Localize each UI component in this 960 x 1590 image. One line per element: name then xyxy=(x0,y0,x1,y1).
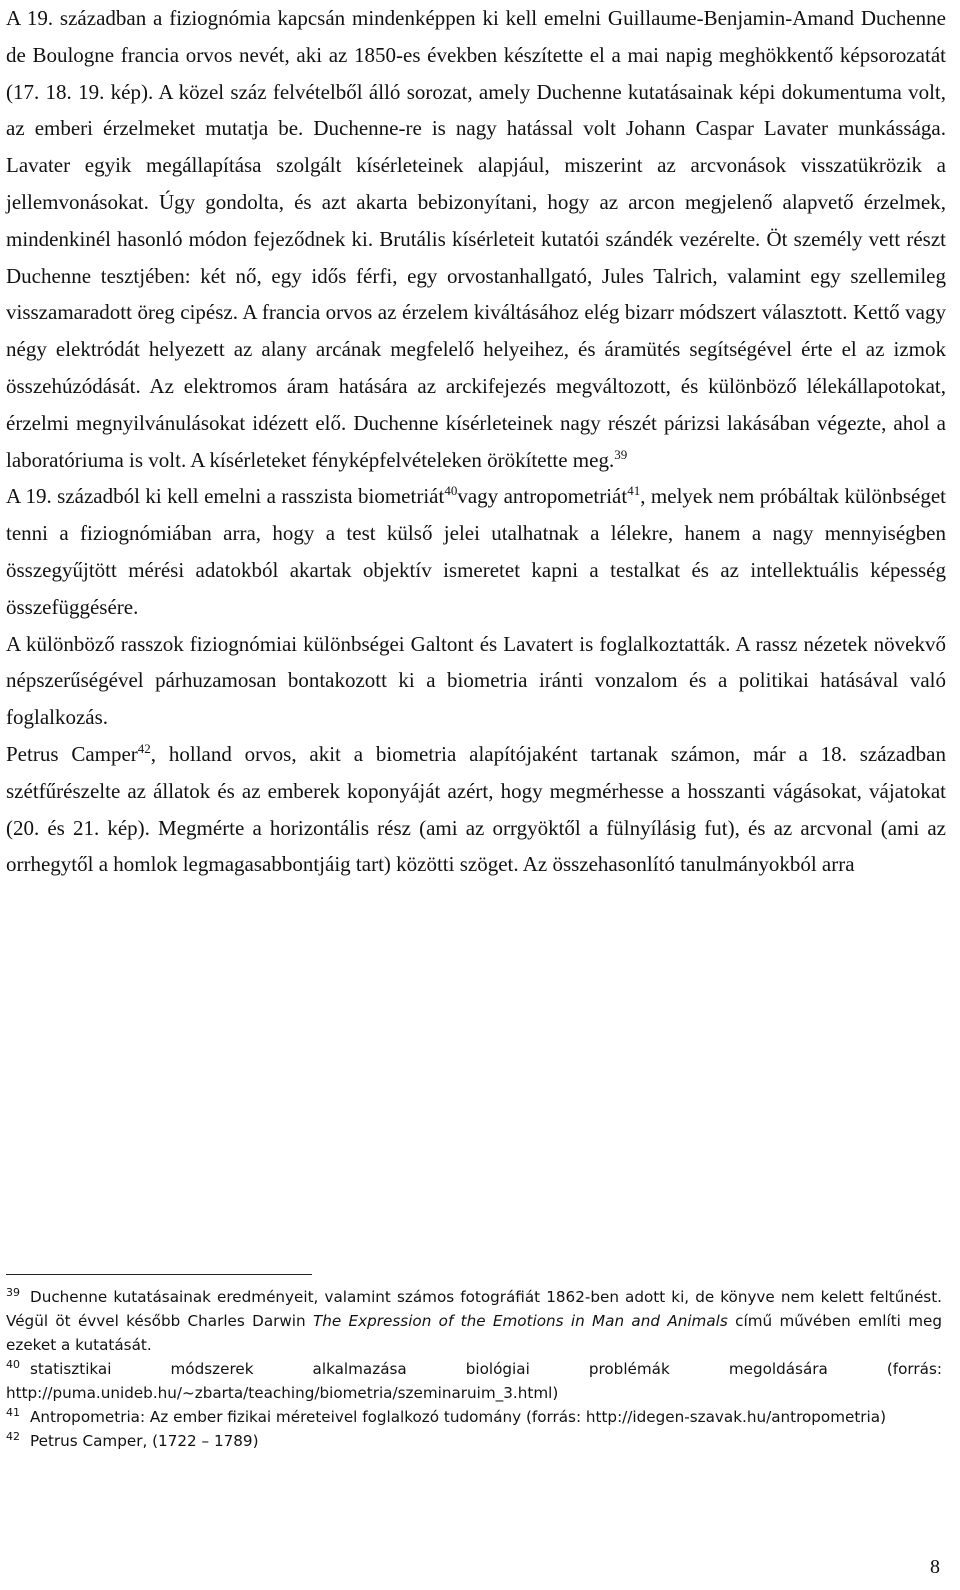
body-text xyxy=(6,0,946,883)
paragraph-text: Petrus Camper xyxy=(6,741,138,766)
footnote-reference[interactable]: 41 xyxy=(627,483,641,499)
footnote xyxy=(6,1405,942,1429)
paragraph-text: A 19. századból ki kell emelni a rasszista biometriát xyxy=(6,484,445,509)
footnote-text: című művében említi meg ezeket a kutatását. xyxy=(6,1312,942,1354)
footnote-reference[interactable]: 42 xyxy=(137,740,151,756)
paragraph xyxy=(6,478,946,625)
footnote-number: 41 xyxy=(6,1405,20,1419)
paragraph xyxy=(6,626,946,736)
footnote-text: Petrus Camper, (1722 – 1789) xyxy=(30,1432,259,1450)
footnote xyxy=(6,1357,942,1405)
footnotes xyxy=(6,1274,942,1453)
footnote-list xyxy=(6,1285,942,1453)
paragraph-text: vagy antropometriát xyxy=(457,484,628,509)
footnote-number: 40 xyxy=(6,1357,20,1371)
footnote-text: Duchenne kutatásainak eredményeit, valamint számos fotográfiát 1862-ben adott ki, de könyve nem kelett feltűnést. Végül öt évvel később Charles Darwin xyxy=(6,1288,942,1330)
footnote xyxy=(6,1285,942,1357)
paragraph-text: , holland orvos, akit a biometria alapítójaként tartanak számon, már a 18. században szétfűrészelte az állatok és az emberek koponyáját azért, hogy megmérhesse a hosszanti vágásokat, vájatokat (20. és 21. kép). Megmérte a horizontális rész (ami az orrgyöktől a fülnyílásig fut), és az arcvonal (ami az orrhegytől a homlok legmagasabbontjáig tart) közötti szöget. Az összehasonlító tanulmányokból arra xyxy=(6,741,946,877)
footnote-book-title: The Expression of the Emotions in Man and Animals xyxy=(312,1312,728,1330)
footnote-text: Antropometria: Az ember fizikai méreteivel foglalkozó tudomány (forrás: http://idegen-szavak.hu/antropometria) xyxy=(30,1408,887,1426)
paragraph-text: , melyek nem próbáltak különbséget tenni a fiziognómiában arra, hogy a test külső jelei utalhatnak a lélekre, hanem a nagy mennyiségben összegyűjtött mérési adatokból akartak objektív ismeretet kapni a testalkat és az intellektuális képesség összefüggésére. xyxy=(6,484,946,619)
footnote xyxy=(6,1429,942,1453)
footnote-number: 42 xyxy=(6,1429,20,1443)
footnote-number: 39 xyxy=(6,1285,20,1299)
footnote-reference[interactable]: 39 xyxy=(614,446,628,462)
paragraph-text: A különböző rasszok fiziognómiai különbségei Galtont és Lavatert is foglalkoztatták. A rassz nézetek növekvő népszerűségével párhuzamosan bontakozott ki a biometria iránti vonzalom és a politikai hatásával való foglalkozás. xyxy=(6,631,946,730)
footnote-text: statisztikai módszerek alkalmazása biológiai problémák megoldására (forrás: http://puma.unideb.hu/~zbarta/teaching/biometria/szeminaruim_3.html) xyxy=(6,1360,942,1402)
footnote-reference[interactable]: 40 xyxy=(444,483,458,499)
paragraph xyxy=(6,0,946,478)
paragraph-text: A 19. században a fiziognómia kapcsán mindenképpen ki kell emelni Guillaume-Benjamin-Amand Duchenne de Boulogne francia orvos nevét, aki az 1850-es években készítette el a mai napig meghökkentő képsorozatát (17. 18. 19. kép). A közel száz felvételből álló sorozat, amely Duchenne kutatásainak képi dokumentuma volt, az emberi érzelmeket mutatja be. Duchenne-re is nagy hatással volt Johann Caspar Lavater munkássága. Lavater egyik megállapítása szolgált kísérleteinek alapjául, miszerint az arcvonások visszatükrözik a jellemvonásokat. Úgy gondolta, és azt akarta bebizonyítani, hogy az arcon megjelenő alapvető érzelmek, mindenkinél hasonló módon fejeződnek ki. Brutális kísérleteit kutatói szándék vezérelte. Öt személy vett részt Duchenne tesztjében: két nő, egy idős férfi, egy orvostanhallgató, Jules Talrich, valamint egy szellemileg visszamaradott öreg cipész. A francia orvos az érzelem kiváltásához elég bizarr módszert választott. Kettő vagy négy elektródát helyezett az alany arcának megfelelő helyeihez, és áramütés segítségével érte el az izmok összehúzódását. Az elektromos áram hatására az arckifejezés megváltozott, és különböző lélekállapotokat, érzelmi megnyilvánulásokat idézett elő. Duchenne kísérleteinek nagy részét párizsi lakásában végezte, ahol a laboratóriuma is volt. A kísérleteket fényképfelvételeken örökítette meg. xyxy=(6,6,946,472)
document-page xyxy=(6,0,946,883)
paragraph xyxy=(6,736,946,883)
page-number: 8 xyxy=(930,1556,940,1578)
footnote-separator xyxy=(6,1274,312,1275)
